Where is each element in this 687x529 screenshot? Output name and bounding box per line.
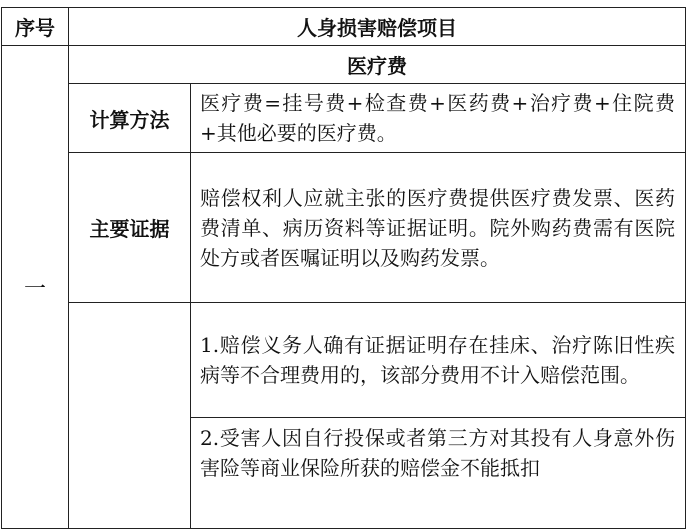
row-label-notes (69, 303, 191, 529)
section-name: 医疗费 (69, 46, 686, 84)
table-title: 人身损害赔偿项目 (69, 8, 686, 46)
table-row (2, 153, 686, 303)
table-row (2, 303, 686, 418)
compensation-table (1, 7, 686, 529)
table-row (2, 84, 686, 153)
row-label-evidence: 主要证据 (69, 153, 191, 303)
notes-label-cut (69, 381, 190, 451)
section-title-row (2, 46, 686, 84)
row-text-note-1: 1.赔偿义务人确有证据证明存在挂床、治疗陈旧性疾病等不合理费用的，该部分费用不计入赔偿范围。 (191, 303, 686, 418)
row-label-method: 计算方法 (69, 84, 191, 153)
row-text-method: 医疗费=挂号费+检查费+医药费+治疗费+住院费+其他必要的医疗费。 (191, 84, 686, 153)
section-seq: 一 (2, 46, 69, 529)
seq-header: 序号 (2, 8, 69, 46)
row-text-note-2: 2.受害人因自行投保或者第三方对其投有人身意外伤害险等商业保险所获的赔偿金不能抵扣 (191, 418, 686, 529)
header-row (2, 8, 686, 46)
row-text-evidence: 赔偿权利人应就主张的医疗费提供医疗费发票、医药费清单、病历资料等证据证明。院外购药费需有医院处方或者医嘱证明以及购药发票。 (191, 153, 686, 303)
